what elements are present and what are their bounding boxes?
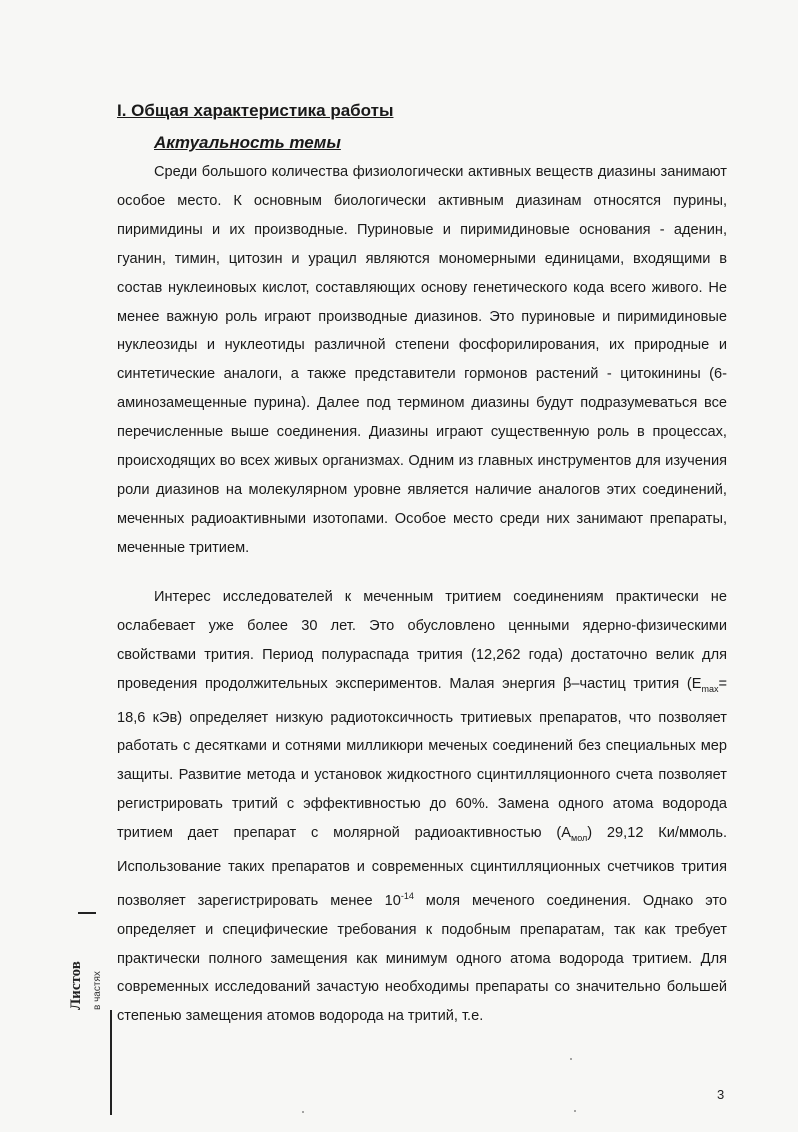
scan-speck (574, 1110, 576, 1112)
paragraph-2 (117, 583, 727, 1031)
p2-text-3: ) 29,12 Ки/ммоль. Использование таких препаратов и современных сцинтилляционных счетчиков трития позволяет зарегистрировать менее 10 (117, 825, 727, 909)
margin-rule-horizontal (78, 912, 96, 914)
p2-text-4: моля меченого соединения. Однако это определяет и специфические требования к подобным препаратам, так как требует практически полного замещения как минимум одного атома водорода тритием. Для современных исследований зачастую необходимы препараты со значительно большей степенью замещения атомов водорода на тритий, т.е. (117, 892, 727, 1025)
page-number: 3 (717, 1087, 725, 1102)
scan-speck (570, 1058, 572, 1060)
margin-note-small: в частях (92, 971, 103, 1010)
p2-superscript-exp: -14 (400, 890, 414, 901)
p2-text-1: Интерес исследователей к меченным тритием соединениям практически не ослабевает уже более 30 лет. Это обусловлено ценными ядерно-физическими свойствами трития. Период полураспада трития (12,262 года) достаточно велик для проведения продолжительных экспериментов. Малая энергия β–частиц трития (E (117, 589, 727, 692)
p2-text-2: = 18,6 кЭв) определяет низкую радиотоксичность тритиевых препаратов, что позволяет работать с десятками и сотнями милликюри меченых соединений без специальных мер защиты. Развитие метода и установок жидкостного сцинтилляционного счета позволяет регистрировать тритий с эффективностью до 60%. Замена одного атома водорода тритием дает препарат с молярной радиоактивностью (A (117, 675, 727, 842)
p2-subscript-max: max (701, 683, 719, 694)
subsection-title: Актуальность темы (154, 133, 341, 152)
paragraph-1: Среди большого количества физиологически активных веществ диазины занимают особое место. К основным биологически активным диазинам относятся пурины, пиримидины и их производные. Пуриновые и пиримидиновые основания - аденин, гуанин, тимин, цитозин и урацил являются мономерными единицами, входящими в состав нуклеиновых кислот, составляющих основу генетического кода всего живого. Не менее важную роль играют производные диазинов. Это пуриновые и пиримидиновые нуклеозиды и нуклеотиды различной степени фосфорилирования, их природные и синтетические аналоги, а также представители гормонов растений - цитокинины (6-аминозамещенные пурина). Далее под термином диазины будут подразумеваться все перечисленные выше соединения. Диазины играют существенную роль в процессах, происходящих во всех живых организмах. Одним из главных инструментов для изучения роли диазинов на молекулярном уровне является наличие аналогов этих соединений, меченных радиоактивными изотопами. Особое место среди них занимают препараты, меченные тритием. (117, 164, 727, 556)
margin-rule-vertical (110, 1010, 112, 1115)
section-title: I. Общая характеристика работы (117, 101, 394, 120)
scan-speck (302, 1111, 304, 1113)
p2-subscript-mol: мол (571, 833, 588, 844)
margin-note: Листов (68, 961, 84, 1010)
